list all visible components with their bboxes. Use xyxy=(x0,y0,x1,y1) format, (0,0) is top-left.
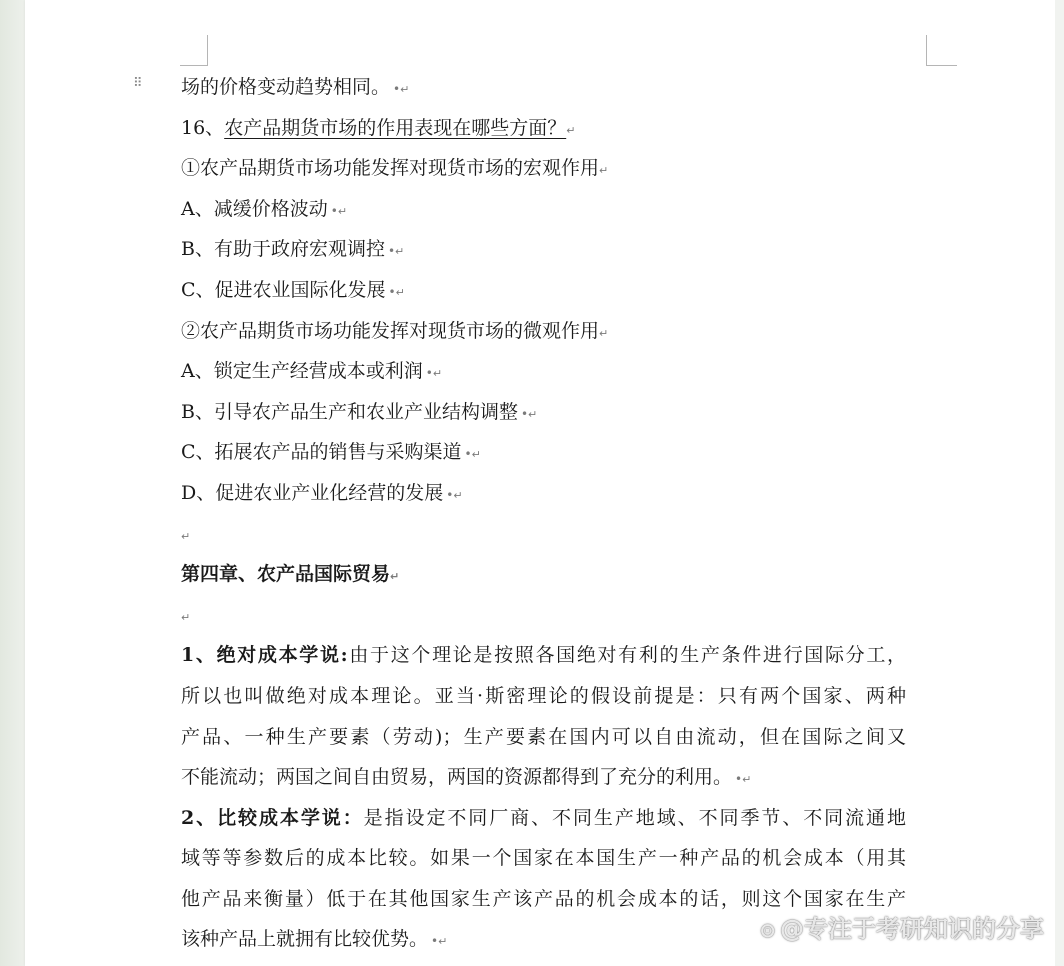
term-definition-line: 不能流动；两国之间自由贸易，两国的资源都得到了充分的利用。 •↵ xyxy=(181,766,752,789)
term-definition-line: 他产品来衡量）低于在其他国家生产该产品的机会成本的话，则这个国家在生产 xyxy=(181,887,906,910)
list-item: ①农产品期货市场功能发挥对现货市场的宏观作用↵ xyxy=(181,157,609,180)
term-definition-line: 2、比较成本学说：是指设定不同厂商、不同生产地域、不同季节、不同流通地 xyxy=(181,806,906,829)
list-item: D、促进农业产业化经营的发展 •↵ xyxy=(181,481,463,504)
drag-handle-icon[interactable]: ⠿ xyxy=(133,76,143,91)
watermark: ⊙ @专注于考研知识的分享 xyxy=(759,915,1044,943)
question-heading: 16、农产品期货市场的作用表现在哪些方面？↵ xyxy=(181,116,576,139)
watermark-logo-icon: ⊙ xyxy=(759,918,776,942)
list-item: A、锁定生产经营成本或利润 •↵ xyxy=(181,360,443,383)
list-item: C、拓展农产品的销售与采购渠道 •↵ xyxy=(181,441,481,464)
empty-paragraph: ↵ xyxy=(181,610,191,624)
list-item: C、促进农业国际化发展 •↵ xyxy=(181,278,405,301)
term-definition-line: 1、绝对成本学说:由于这个理论是按照各国绝对有利的生产条件进行国际分工， xyxy=(181,644,906,667)
list-item: B、有助于政府宏观调控 •↵ xyxy=(181,238,405,261)
chapter-title: 第四章、农产品国际贸易↵ xyxy=(181,563,400,586)
window-edge xyxy=(1055,0,1064,966)
paragraph: 场的价格变动趋势相同。 •↵ xyxy=(181,76,410,98)
empty-paragraph: ↵ xyxy=(181,529,191,543)
term-definition-line: 产品、一种生产要素（劳动)；生产要素在国内可以自由流动，但在国际之间又 xyxy=(181,725,906,748)
list-item: B、引导农产品生产和农业产业结构调整 •↵ xyxy=(181,400,538,423)
term-definition-line: 所以也叫做绝对成本理论。亚当·斯密理论的假设前提是：只有两个国家、两种 xyxy=(181,684,906,707)
document-body[interactable] xyxy=(181,67,906,960)
list-item: ②农产品期货市场功能发挥对现货市场的微观作用↵ xyxy=(181,319,609,342)
term-definition-line: 该种产品上就拥有比较优势。 •↵ xyxy=(181,928,448,951)
crop-mark-top-right xyxy=(926,35,957,66)
crop-mark-top-left xyxy=(180,35,208,66)
term-definition-line: 域等等参数后的成本比较。如果一个国家在本国生产一种产品的机会成本（用其 xyxy=(181,847,906,870)
list-item: A、减缓价格波动 •↵ xyxy=(181,197,348,220)
